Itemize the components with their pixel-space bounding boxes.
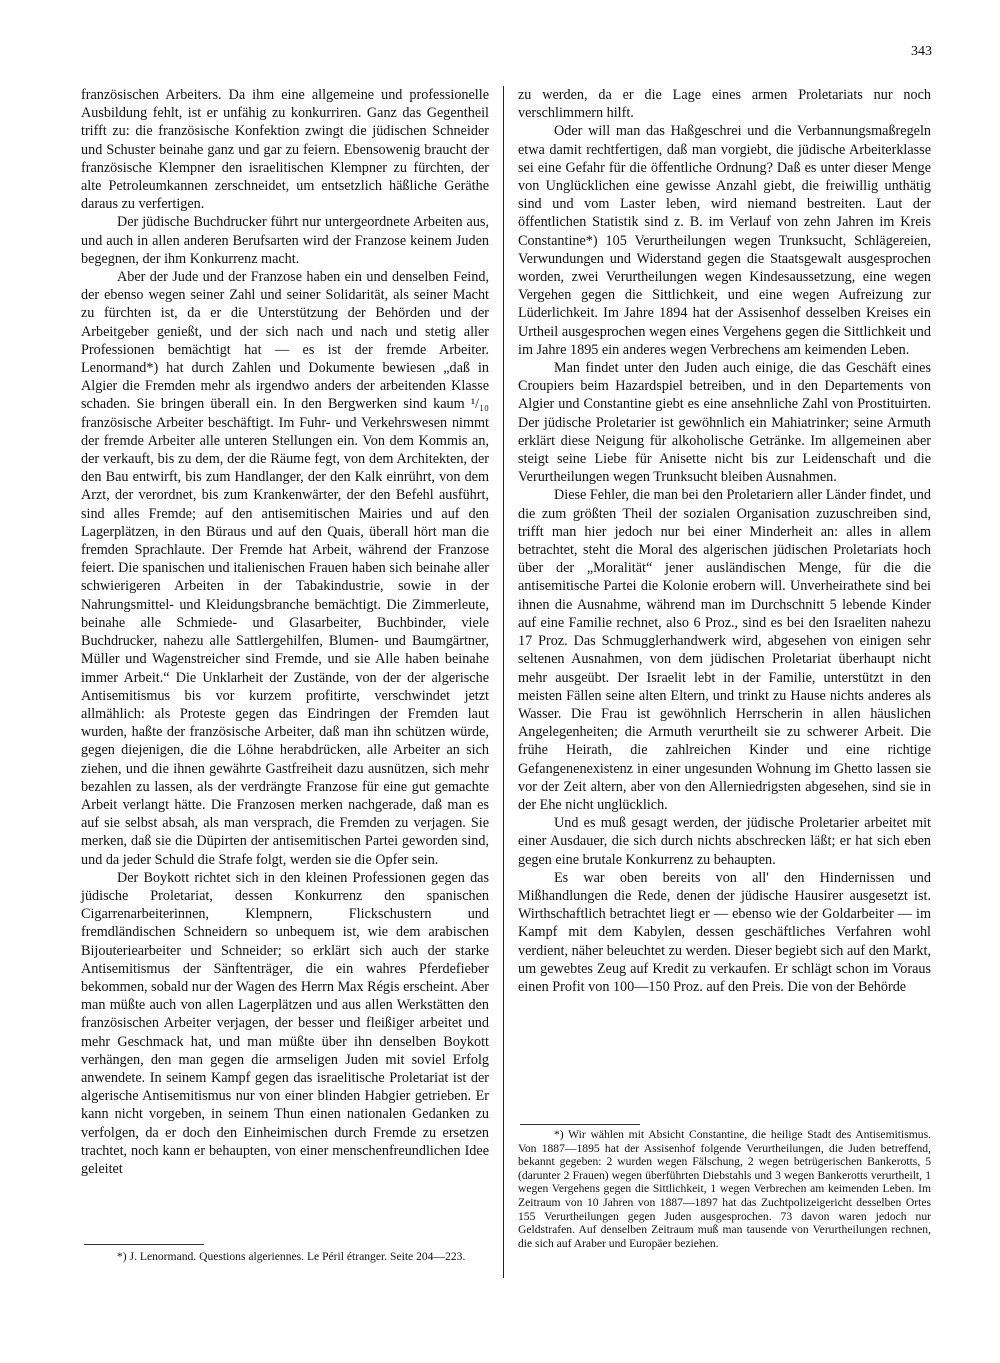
column-divider xyxy=(503,86,504,1278)
left-column xyxy=(81,86,489,1178)
footnote-text: *) J. Lenormand. Questions algeriennes. Le Péril étranger. Seite 204—223. xyxy=(117,1250,466,1263)
paragraph: Der jüdische Buchdrucker führt nur untergeordnete Arbeiten aus, und auch in allen anderen Berufsarten wird der Franzose keinem Juden begegnen, der ihm Konkurrenz macht. xyxy=(81,214,489,267)
footnote-text: *) Wir wählen mit Absicht Constantine, die heilige Stadt des Antisemitismus. Von 1887—1895 hat der Assisenhof folgende Verurtheilungen, die Juden betreffend, bekannt gegeben: 2 wurden wegen Fälschung, 2 wegen betrügerischen Bankerotts, 5 (darunter 2 Frauen) wegen überführten Diebstahls und 3 wegen Bankerotts verurtheilt, 1 wegen Vergehens gegen die Sittlichkeit, 1 wegen Verbrechen am keimenden Leben. Im Zeitraum von 10 Jahren von 1887—1897 hat das Zuchtpolizeigericht desselben Ortes 155 Verurtheilungen gegen Juden ausgesprochen. 73 davon waren jedoch nur Geldstrafen. Auf denselben Zeitraum muß man tausende von Verurtheilungen rechnen, die sich auf Araber und Europäer beziehen. xyxy=(518,1128,931,1250)
paragraph: zu werden, da er die Lage eines armen Proletariats nur noch verschlimmern hilft. xyxy=(518,87,931,122)
paragraph: Oder will man das Haßgeschrei und die Verbannungsmaßregeln etwa damit rechtfertigen, daß man vorgiebt, die jüdische Arbeiterklasse sei eine Gefahr für die öffentliche Ordnung? Daß es unter dieser Menge von Unglücklichen eine gewisse Anzahl giebt, die freiwillig unthätig sind und vom Laster leben, wird niemand bestreiten. Laut der öffentlichen Statistik sind z. B. im Verlauf von zehn Jahren im Kreis Constantine*) 105 Verurtheilungen wegen Trunksucht, Schlägereien, Verwundungen und Widerstand gegen die Staatsgewalt ausgesprochen worden, zwei Verurtheilungen wegen Kindesaussetzung, eine wegen Vergehen gegen die Sittlichkeit, und eine wegen Aufreizung zur Lüderlichkeit. Im Jahre 1894 hat der Assisenhof desselben Kreises ein Urtheil ausgesprochen wegen eines Vergehens gegen die Sittlichkeit und im Jahre 1895 ein anderes wegen Verbrechens am keimenden Leben. xyxy=(518,123,931,358)
paragraph: französischen Arbeiters. Da ihm eine allgemeine und professionelle Ausbildung fehlt, ist er unfähig zu konkurriren. Ganz das Gegentheil trifft zu: die französische Konfektion zwingt die jüdischen Schneider und Schuster beinahe ganz und gar zu feiern. Ebensowenig braucht der französische Klempner den israelitischen Klempner zu fürchten, der alte Petroleumkannen zerschneidet, um entsetzlich häßliche Geräthe daraus zu verfertigen. xyxy=(81,87,489,213)
footnote-right xyxy=(518,1128,931,1250)
paragraph: Es war oben bereits von all' den Hindernissen und Mißhandlungen die Rede, denen der jüdische Hausirer ausgesetzt ist. Wirthschaftlich betrachtet liegt er — ebenso wie der Goldarbeiter — im Kampf mit dem Kabylen, dessen geschäftliches Verfahren wohl verdient, näher beleuchtet zu werden. Dieser begiebt sich auf den Markt, um gewebtes Zeug auf Kredit zu verkaufen. Er schlägt schon im Voraus einen Profit von 100—150 Proz. auf den Preis. Die von der Behörde xyxy=(518,869,931,995)
paragraph: Der Boykott richtet sich in den kleinen Professionen gegen das jüdische Proletariat, dessen Konkurrenz den spanischen Cigarrenarbeiterinnen, Klempnern, Flickschustern und fremdländischen Schneidern so unbequem ist, wie dem arabischen Bijouteriearbeiter und Schneider; so erklärt sich auch der starke Antisemitismus der Sänftenträger, die ein wahres Pferdefieber bekommen, sobald nur der Wagen des Herrn Max Régis erscheint. Aber man müßte auch von allen Lagerplätzen und aus allen Werkstätten den französischen Arbeiter verjagen, der besser und fleißiger arbeitet und mehr Geschmack hat, und man müßte über ihn denselben Boykott verhängen, den man gegen die armseligen Juden mit soviel Erfolg anwendete. In seinem Kampf gegen das israelitische Proletariat ist der algerische Antisemitismus nur von einer blinden Habgier getrieben. Er kann nicht vorgeben, in seinem Thun einen nationalen Gedanken zu verfolgen, da er doch den Einheimischen durch Fremde zu ersetzen trachtet, noch kann er behaupten, von einer menschenfreundlichen Idee geleitet xyxy=(81,869,489,1177)
paragraph: Diese Fehler, die man bei den Proletariern aller Länder findet, und die zum größten Theil der sozialen Organisation zuzuschreiben sind, trifft man hier jedoch nur bei einer Minderheit an: alles in allem betrachtet, steht die Moral des algerischen jüdischen Proletariats hoch über der „Moralität“ jener ausländischen Menge, für die die antisemitische Partei die Kolonie erobern will. Unverheirathete sind bei ihnen die Ausnahme, während man im Durchschnitt 5 lebende Kinder auf eine Familie rechnet, also 6 Proz., sind es bei den Israeliten nahezu 17 Proz. Das Schmugglerhandwerk wird, abgesehen von einigen sehr seltenen Ausnahmen, von dem jüdischen Proletariat überhaupt nicht mehr ausgeübt. Der Israelit lebt in der Familie, unterstützt in den meisten Fällen seine alten Eltern, und trinkt zu Hause nichts anderes als Wasser. Die Frau ist gewöhnlich Herrscherin in allen häuslichen Angelegenheiten; die Armuth verurtheilt sie zu schwerer Arbeit. Die frühe Heirath, die zahlreichen Kinder und eine richtige Gefangenenexistenz in einer ungesunden Wohnung im Ghetto lassen sie vor der Zeit altern, aber von den Allerniedrigsten abgesehen, sind sie in der Ehe nicht unglücklich. xyxy=(518,487,931,813)
paragraph: Und es muß gesagt werden, der jüdische Proletarier arbeitet mit einer Ausdauer, die sich durch nichts abschrecken läßt; er hat sich eben gegen eine brutale Konkurrenz zu behaupten. xyxy=(518,815,931,868)
paragraph: Man findet unter den Juden auch einige, die das Geschäft eines Croupiers beim Hazardspiel betreiben, und in den Departements von Algier und Constantine giebt es eine ansehnliche Zahl von Prostituirten. Der jüdische Proletarier ist gewöhnlich ein Mahiatrinker; seine Armuth erklärt diese Neigung für alkoholische Getränke. Im allgemeinen aber steigt seine Liebe für Anisette nicht bis zur Leidenschaft und die Verurtheilungen wegen Trunksucht bleiben Ausnahmen. xyxy=(518,360,931,486)
footnote-left xyxy=(81,1250,489,1264)
footnote-rule xyxy=(84,1244,204,1245)
right-column xyxy=(518,86,931,996)
paragraph: Aber der Jude und der Franzose haben ein und denselben Feind, der ebenso wegen seiner Zahl und seiner Solidarität, als seiner Macht zu fürchten ist, da er die Unterstützung der Behörden und der Arbeitgeber genießt, und der sich nach und nach und stetig aller Professionen bemächtigt hat — es ist der fremde Arbeiter. Lenormand*) hat durch Zahlen und Dokumente bewiesen „daß in Algier die Fremden mehr als irgendwo anders der arbeitenden Klasse schaden. Sie bringen überall ein. In den Bergwerken sind kaum ¹/₁₀ französische Arbeiter beschäftigt. Im Fuhr- und Verkehrswesen nimmt der fremde Arbeiter alle unteren Stellungen ein. Von dem Kommis an, der verkauft, bis zu dem, der die Räume fegt, von dem Architekten, der den Bau entwirft, bis zum Handlanger, der den Kalk einrührt, von dem Arzt, der verordnet, bis zum Krankenwärter, der den Befehl ausführt, sind alles Fremde; auf den antisemitischen Mairies und auf den Lagerplätzen, in den Büraus und auf den Quais, überall hört man die fremden Sprachlaute. Der Fremde hat Arbeit, während der Franzose feiert. Die spanischen und italienischen Frauen haben sich beinahe aller schwierigeren Arbeiten in der Tabakindustrie, sowie in der Nahrungsmittel- und Kleidungsbranche bemächtigt. Die Zimmerleute, beinahe alle Schmiede- und Glasarbeiter, Buchbinder, viele Buchdrucker, nahezu alle Sattlergehilfen, Blumen- und Baumgärtner, Müller und Wagenstreicher sind Fremde, und sie Alle haben beinahe immer Arbeit.“ Die Unklarheit der Zustände, von der der algerische Antisemitismus bis vor kurzem profitirte, verschwindet jetzt allmählich: als Proteste gegen das Eindringen der Fremden laut wurden, haßte der französische Arbeiter, daß man ihn schützen würde, gegen diejenigen, die die Löhne herabdrücken, alle Arbeiter an sich ziehen, und die ihnen gewährte Gastfreiheit dazu ausnützen, sich mehr bezahlen zu lassen, als der verdrängte Franzose für eine gut gemachte Arbeit verlangt hätte. Die Franzosen merken nachgerade, daß man es auf sie selbst absah, als man versprach, die Fremden zu verjagen. Sie merken, daß sie die Düpirten der antisemitischen Partei geworden sind, und da jeder Schuld die Strafe folgt, werden sie die Opfer sein. xyxy=(81,269,489,868)
page-number: 343 xyxy=(911,44,932,59)
footnote-rule xyxy=(520,1124,640,1125)
